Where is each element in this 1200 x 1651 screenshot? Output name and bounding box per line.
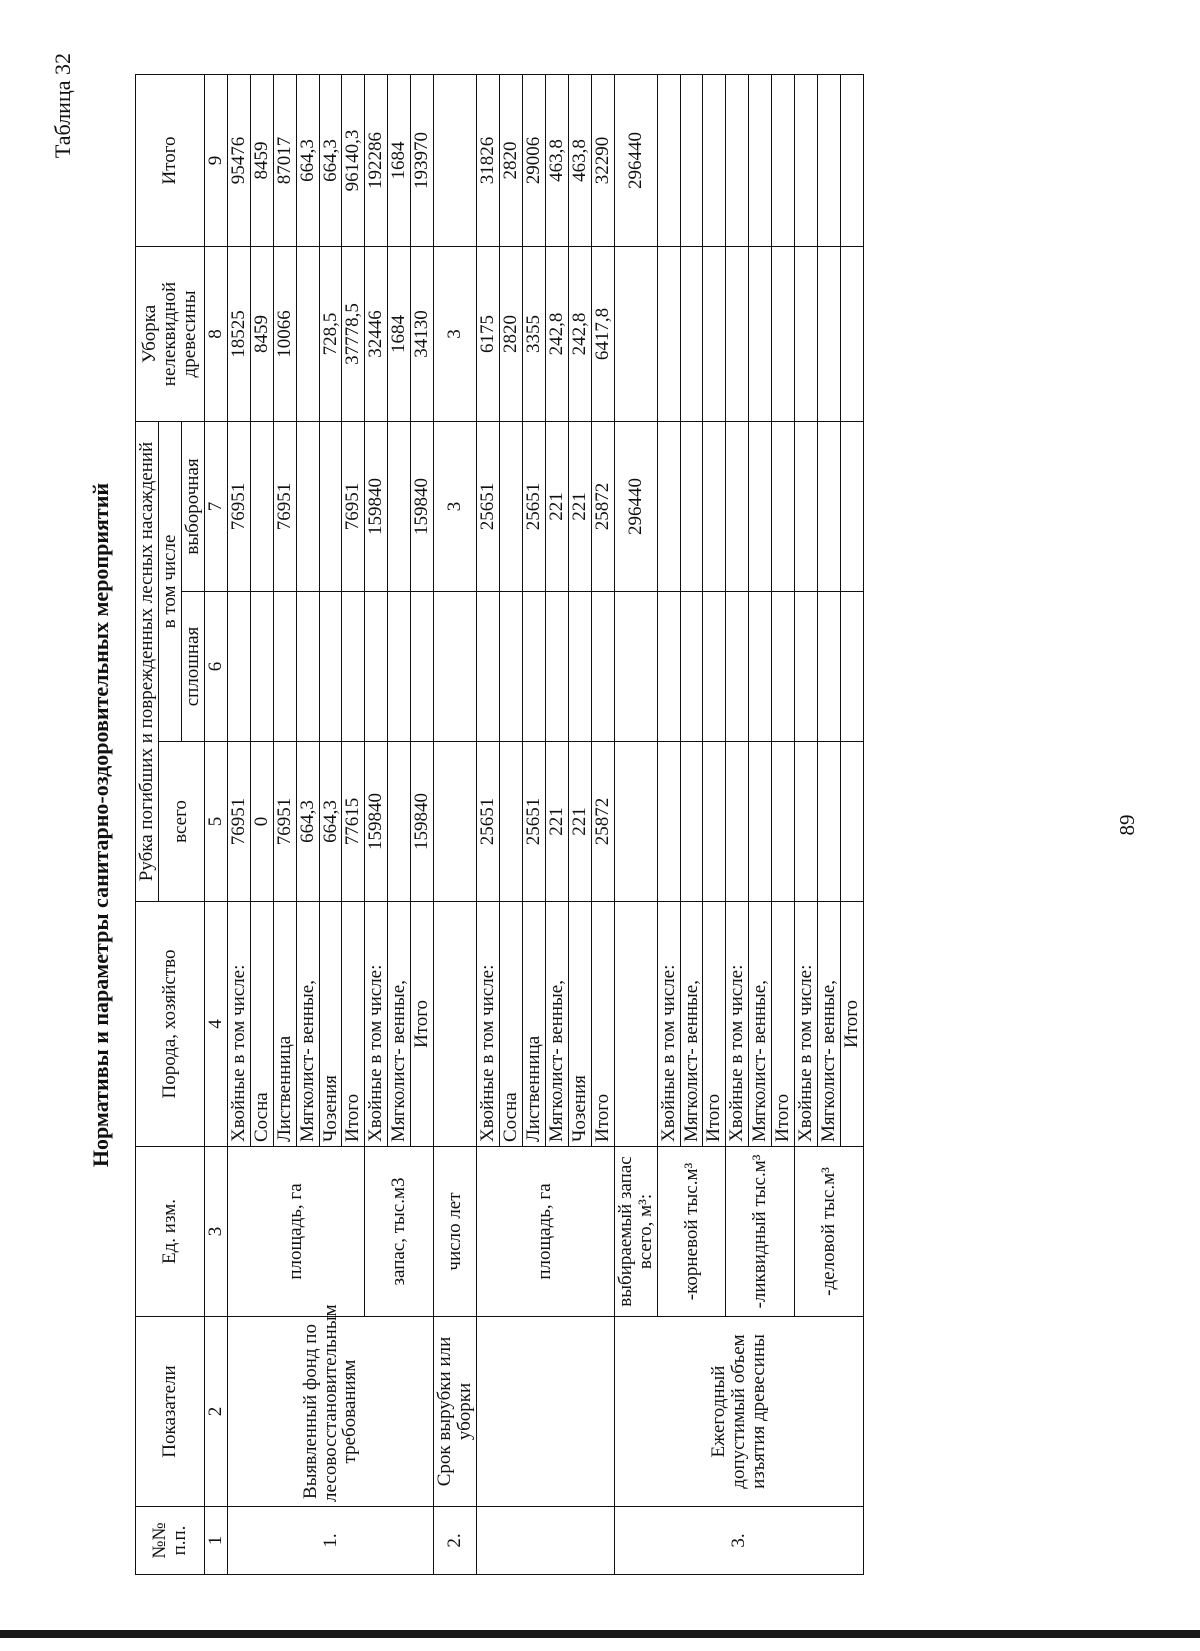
value-cell: 32290 — [591, 74, 614, 246]
species-cell — [614, 902, 657, 1147]
value-cell: 18525 — [227, 246, 250, 421]
value-cell — [772, 74, 795, 246]
value-cell — [726, 592, 749, 742]
data-row — [434, 74, 477, 1574]
value-cell — [703, 246, 726, 421]
value-cell — [522, 592, 545, 742]
header-clear-cut: сплошная — [181, 592, 204, 742]
value-cell: 2820 — [500, 74, 523, 246]
column-number: 1 — [204, 1507, 227, 1575]
header-nonliquid: Уборка нелеквидной древесины — [136, 246, 205, 421]
value-cell — [365, 592, 388, 742]
value-cell — [749, 742, 772, 902]
species-cell: Хвойные в том числе: — [227, 902, 250, 1147]
value-cell: 76951 — [342, 421, 365, 591]
species-cell: Сосна — [500, 902, 523, 1147]
value-cell: 664,3 — [319, 74, 342, 246]
column-number: 4 — [204, 902, 227, 1147]
value-cell: 664,3 — [296, 742, 319, 902]
value-cell — [749, 74, 772, 246]
value-cell — [703, 421, 726, 591]
value-cell — [703, 742, 726, 902]
value-cell — [273, 592, 296, 742]
value-cell — [772, 742, 795, 902]
header-unit: Ед. изм. — [136, 1147, 205, 1317]
species-cell: Хвойные в том числе: — [657, 902, 680, 1147]
unit-cell: выбираемый запас всего, м³: — [614, 1147, 657, 1317]
value-cell — [657, 742, 680, 902]
column-number: 6 — [204, 592, 227, 742]
value-cell — [818, 742, 841, 902]
value-cell — [795, 74, 818, 246]
header-num: №№ п.п. — [136, 1507, 205, 1575]
species-cell: Итого — [411, 902, 434, 1147]
value-cell: 29006 — [522, 74, 545, 246]
species-cell: Мягколист- венные, — [749, 902, 772, 1147]
value-cell — [726, 742, 749, 902]
scan-edge — [0, 1630, 1200, 1638]
sanitary-measures-table — [135, 74, 864, 1575]
species-cell: Мягколист- венные, — [545, 902, 568, 1147]
value-cell — [500, 742, 523, 902]
header-species: Порода, хозяйство — [136, 902, 205, 1147]
page-number: 89 — [1115, 814, 1139, 836]
value-cell — [568, 592, 591, 742]
row-number: 1. — [227, 1507, 433, 1575]
column-number: 7 — [204, 421, 227, 591]
value-cell — [772, 421, 795, 591]
value-cell — [818, 74, 841, 246]
value-cell: 296440 — [614, 74, 657, 246]
column-numbers-row — [204, 74, 227, 1574]
value-cell — [680, 74, 703, 246]
unit-cell: число лет — [434, 1147, 477, 1317]
value-cell: 463,8 — [568, 74, 591, 246]
value-cell: 3 — [434, 246, 477, 421]
value-cell — [657, 246, 680, 421]
value-cell — [500, 421, 523, 591]
header-total-all: всего — [158, 742, 204, 902]
value-cell — [319, 592, 342, 742]
column-number: 5 — [204, 742, 227, 902]
value-cell — [841, 592, 864, 742]
value-cell: 1684 — [388, 246, 411, 421]
value-cell: 76951 — [273, 742, 296, 902]
column-number: 8 — [204, 246, 227, 421]
value-cell — [703, 74, 726, 246]
species-cell: Чозения — [319, 902, 342, 1147]
value-cell: 296440 — [614, 421, 657, 591]
header-indicators: Показатели — [136, 1317, 205, 1507]
value-cell — [434, 742, 477, 902]
value-cell — [795, 421, 818, 591]
species-cell: Итого — [703, 902, 726, 1147]
value-cell — [680, 246, 703, 421]
value-cell: 159840 — [365, 421, 388, 591]
value-cell: 159840 — [411, 421, 434, 591]
value-cell — [795, 742, 818, 902]
value-cell — [680, 742, 703, 902]
indicator-name: Срок вырубки или уборки — [434, 1317, 477, 1507]
header-total: Итого — [136, 74, 205, 246]
table-label: Таблица 32 — [50, 53, 75, 159]
value-cell: 76951 — [227, 421, 250, 591]
species-cell: Сосна — [250, 902, 273, 1147]
value-cell: 8459 — [250, 246, 273, 421]
data-row — [477, 74, 500, 1574]
column-number: 2 — [204, 1317, 227, 1507]
value-cell: 3 — [434, 421, 477, 591]
value-cell — [434, 74, 477, 246]
value-cell — [614, 742, 657, 902]
value-cell — [545, 592, 568, 742]
value-cell — [818, 592, 841, 742]
value-cell — [657, 592, 680, 742]
value-cell: 1684 — [388, 74, 411, 246]
value-cell — [818, 246, 841, 421]
unit-cell: площадь, га — [477, 1147, 615, 1317]
value-cell: 76951 — [273, 421, 296, 591]
value-cell — [680, 592, 703, 742]
value-cell — [657, 421, 680, 591]
value-cell — [772, 592, 795, 742]
value-cell — [477, 592, 500, 742]
value-cell: 96140,3 — [342, 74, 365, 246]
document-page — [50, 35, 1150, 1615]
value-cell: 664,3 — [296, 74, 319, 246]
value-cell: 25651 — [522, 742, 545, 902]
document-title: Нормативы и параметры санитарно-оздоровительных мероприятий — [88, 482, 113, 1168]
value-cell — [388, 592, 411, 742]
value-cell — [795, 592, 818, 742]
value-cell: 192286 — [365, 74, 388, 246]
value-cell — [657, 74, 680, 246]
value-cell — [614, 246, 657, 421]
value-cell: 2820 — [500, 246, 523, 421]
value-cell — [614, 592, 657, 742]
value-cell: 31826 — [477, 74, 500, 246]
value-cell: 6175 — [477, 246, 500, 421]
value-cell — [749, 421, 772, 591]
value-cell — [841, 421, 864, 591]
data-row — [227, 74, 250, 1574]
row-number-empty — [477, 1507, 615, 1575]
value-cell: 0 — [250, 742, 273, 902]
species-cell: Итого — [772, 902, 795, 1147]
value-cell: 221 — [568, 742, 591, 902]
unit-cell: запас, тыс.м3 — [365, 1147, 434, 1317]
value-cell — [296, 592, 319, 742]
value-cell: 8459 — [250, 74, 273, 246]
value-cell — [411, 592, 434, 742]
value-cell — [388, 421, 411, 591]
value-cell: 32446 — [365, 246, 388, 421]
value-cell: 77615 — [342, 742, 365, 902]
species-cell: Лиственница — [273, 902, 296, 1147]
value-cell: 25872 — [591, 421, 614, 591]
value-cell — [342, 592, 365, 742]
value-cell: 25872 — [591, 742, 614, 902]
value-cell — [841, 74, 864, 246]
value-cell: 221 — [545, 742, 568, 902]
value-cell — [726, 246, 749, 421]
value-cell — [841, 246, 864, 421]
value-cell: 159840 — [365, 742, 388, 902]
value-cell — [749, 246, 772, 421]
unit-cell: -деловой тыс.м³ — [795, 1147, 864, 1317]
species-cell: Итого — [841, 902, 864, 1147]
value-cell — [749, 592, 772, 742]
column-number: 9 — [204, 74, 227, 246]
value-cell — [250, 421, 273, 591]
value-cell: 664,3 — [319, 742, 342, 902]
value-cell — [726, 421, 749, 591]
value-cell: 242,8 — [568, 246, 591, 421]
unit-cell: площадь, га — [227, 1147, 365, 1317]
value-cell — [319, 421, 342, 591]
value-cell — [795, 246, 818, 421]
value-cell: 221 — [545, 421, 568, 591]
value-cell: 25651 — [477, 742, 500, 902]
indicator-name: Ежегодный допустимый объем изъятия древесины — [614, 1317, 863, 1507]
species-cell: Хвойные в том числе: — [795, 902, 818, 1147]
species-cell: Мягколист- венные, — [388, 902, 411, 1147]
value-cell — [726, 74, 749, 246]
column-number: 3 — [204, 1147, 227, 1317]
value-cell — [434, 592, 477, 742]
indicator-empty — [477, 1317, 615, 1507]
value-cell — [227, 592, 250, 742]
value-cell — [388, 742, 411, 902]
value-cell — [591, 592, 614, 742]
value-cell: 242,8 — [545, 246, 568, 421]
value-cell — [680, 421, 703, 591]
value-cell: 193970 — [411, 74, 434, 246]
value-cell: 159840 — [411, 742, 434, 902]
species-cell: Лиственница — [522, 902, 545, 1147]
header-including: в том числе — [158, 421, 181, 741]
value-cell: 25651 — [522, 421, 545, 591]
value-cell: 37778,5 — [342, 246, 365, 421]
species-cell: Чозения — [568, 902, 591, 1147]
species-cell: Мягколист- венные, — [680, 902, 703, 1147]
species-cell: Итого — [342, 902, 365, 1147]
value-cell — [818, 421, 841, 591]
value-cell: 221 — [568, 421, 591, 591]
header-felling-group: Рубка погибших и поврежденных лесных насаждений — [136, 421, 159, 901]
unit-cell: -корневой тыс.м³ — [657, 1147, 726, 1317]
value-cell — [500, 592, 523, 742]
species-cell: Мягколист- венные, — [296, 902, 319, 1147]
species-cell: Мягколист- венные, — [818, 902, 841, 1147]
value-cell: 10066 — [273, 246, 296, 421]
value-cell: 463,8 — [545, 74, 568, 246]
value-cell: 95476 — [227, 74, 250, 246]
value-cell: 87017 — [273, 74, 296, 246]
value-cell: 728,5 — [319, 246, 342, 421]
value-cell — [296, 421, 319, 591]
value-cell: 3355 — [522, 246, 545, 421]
value-cell: 76951 — [227, 742, 250, 902]
value-cell — [703, 592, 726, 742]
value-cell — [841, 742, 864, 902]
species-cell: Хвойные в том числе: — [726, 902, 749, 1147]
row-number: 3. — [614, 1507, 863, 1575]
value-cell — [296, 246, 319, 421]
species-cell: Итого — [591, 902, 614, 1147]
value-cell: 25651 — [477, 421, 500, 591]
species-cell — [434, 902, 477, 1147]
species-cell: Хвойные в том числе: — [365, 902, 388, 1147]
indicator-name: Выявленный фонд по лесовосстановительным требованиям — [227, 1317, 433, 1507]
value-cell: 34130 — [411, 246, 434, 421]
value-cell: 6417,8 — [591, 246, 614, 421]
species-cell: Хвойные в том числе: — [477, 902, 500, 1147]
header-selective: выборочная — [181, 421, 204, 591]
value-cell — [772, 246, 795, 421]
data-row — [614, 74, 657, 1574]
unit-cell: -ликвидный тыс.м³ — [726, 1147, 795, 1317]
row-number: 2. — [434, 1507, 477, 1575]
value-cell — [250, 592, 273, 742]
